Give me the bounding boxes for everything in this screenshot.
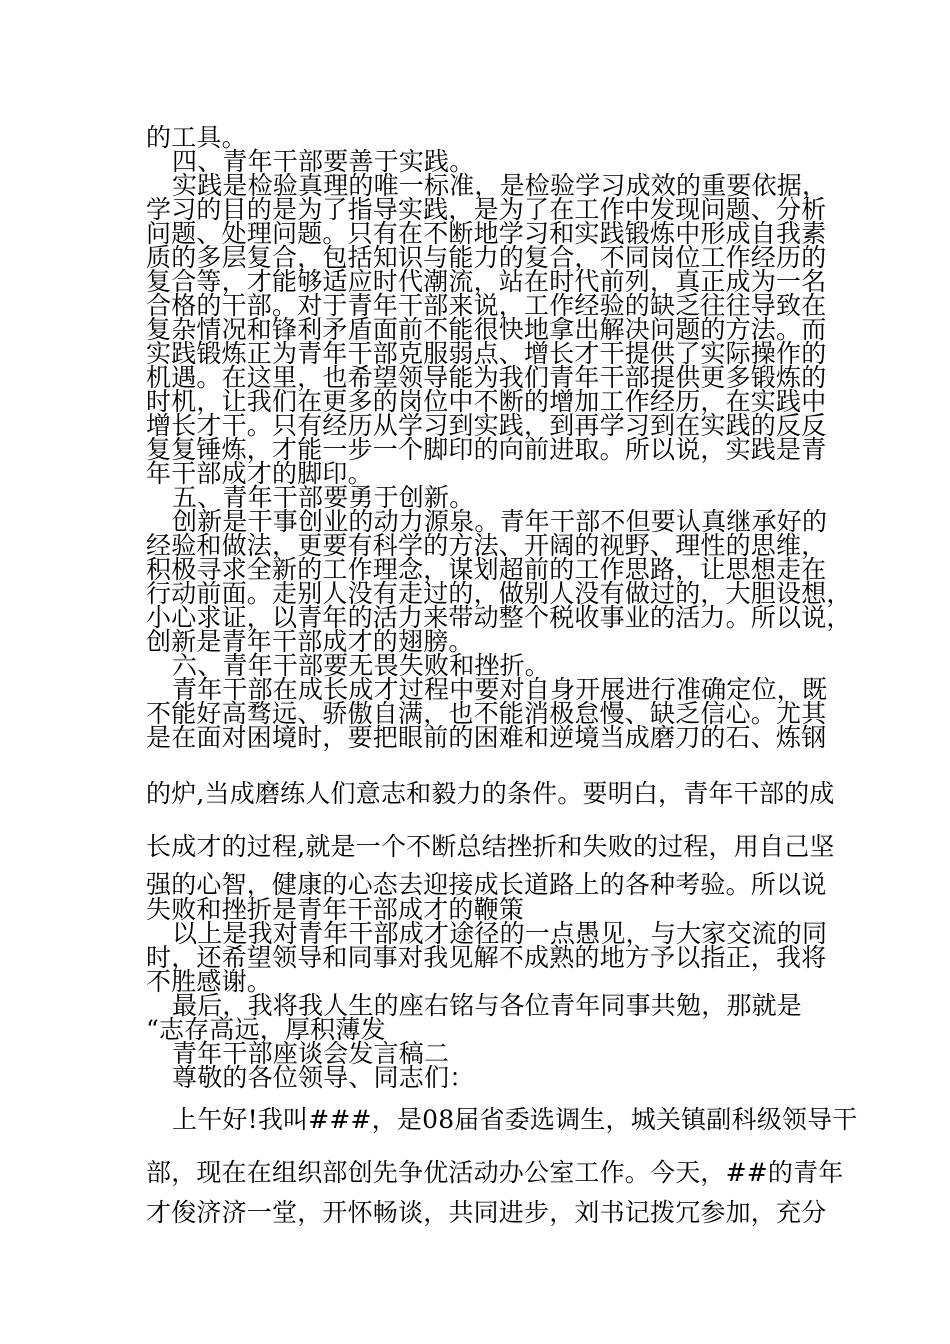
text-line: 的工具。 — [146, 123, 247, 152]
section-heading: 五、青年干部要勇于创新。 — [172, 483, 475, 512]
text-line: 强的心智，健康的心态去迎接成长道路上的各种考验。所以说 — [146, 870, 827, 899]
text-line: 问题、处理问题。只有在不断地学习和实践锻炼中形成自我素 — [146, 219, 827, 248]
text-line: 不胜感谢。 — [146, 967, 273, 996]
text-line: 积极寻求全新的工作理念，谋划超前的工作思路，让思想走在 — [146, 555, 827, 584]
text-line: 最后，我将我人生的座右铭与各位青年同事共勉，那就是 — [172, 991, 803, 1020]
text-line: 才俊济济一堂，开怀畅谈，共同进步，刘书记拨冗参加，充分 — [146, 1198, 827, 1227]
text-line: 实践是检验真理的唯一标准，是检验学习成效的重要依据， — [172, 171, 828, 200]
text-line: “志存高远，厚积薄发 — [146, 1015, 386, 1044]
text-line: 青年干部在成长成才过程中要对自身开展进行准确定位，既 — [172, 675, 828, 704]
text-line: 以上是我对青年干部成才途径的一点愚见，与大家交流的同 — [172, 919, 828, 948]
text-line: 时，还希望领导和同事对我见解不成熟的地方予以指正，我将 — [146, 943, 827, 972]
text-line: 合格的干部。对于青年干部来说，工作经验的缺乏往往导致在 — [146, 291, 827, 320]
section-heading: 四、青年干部要善于实践。 — [172, 147, 475, 176]
text-line: 时机，让我们在更多的岗位中不断的增加工作经历，在实践中 — [146, 387, 827, 416]
text-line: 学习的目的是为了指导实践，是为了在工作中发现问题、分析 — [146, 195, 827, 224]
text-line: 是在面对困境时，要把眼前的困难和逆境当成磨刀的石、炼钢 — [146, 723, 827, 752]
text-line: 创新是青年干部成才的翅膀。 — [146, 627, 474, 656]
document-title: 青年干部座谈会发言稿二 — [172, 1039, 450, 1068]
text-line: 的炉,当成磨练人们意志和毅力的条件。要明白，青年干部的成 — [146, 779, 835, 808]
text-line: 不能好高骛远、骄傲自满，也不能消极怠慢、缺乏信心。尤其 — [146, 699, 827, 728]
text-line: 机遇。在这里，也希望领导能为我们青年干部提供更多锻炼的 — [146, 363, 827, 392]
text-line: 复合等，才能够适应时代潮流，站在时代前列，真正成为一名 — [146, 267, 827, 296]
text-line: 年干部成才的脚印。 — [146, 459, 373, 488]
section-heading: 六、青年干部要无畏失败和挫折。 — [172, 651, 551, 680]
text-line: 行动前面。走别人没有走过的，做别人没有做过的，大胆设想， — [146, 579, 852, 608]
text-line: 部，现在在组织部创先争优活动办公室工作。今天，##的青年 — [146, 1158, 844, 1187]
text-line: 复复锤炼，才能一步一个脚印的向前进取。所以说，实践是青 — [146, 435, 827, 464]
text-line: 复杂情况和锋利矛盾面前不能很快地拿出解决问题的方法。而 — [146, 315, 827, 344]
text-line: 失败和挫折是青年干部成才的鞭策 — [146, 895, 525, 924]
text-line: 质的多层复合，包括知识与能力的复合，不同岗位工作经历的 — [146, 243, 827, 272]
text-line: 小心求证，以青年的活力来带动整个税收事业的活力。所以说， — [146, 603, 852, 632]
text-line: 上午好!我叫###，是08届省委选调生，城关镇副科级领导干 — [172, 1105, 858, 1134]
text-line: 创新是干事创业的动力源泉。青年干部不但要认真继承好的 — [172, 507, 828, 536]
text-line: 长成才的过程,就是一个不断总结挫折和失败的过程，用自己坚 — [146, 832, 835, 861]
text-line: 实践锻炼正为青年干部克服弱点、增长才干提供了实际操作的 — [146, 339, 827, 368]
text-line: 经验和做法，更要有科学的方法、开阔的视野、理性的思维， — [146, 531, 827, 560]
text-line: 增长才干。只有经历从学习到实践，到再学习到在实践的反反 — [146, 411, 827, 440]
salutation: 尊敬的各位领导、同志们： — [172, 1063, 475, 1092]
